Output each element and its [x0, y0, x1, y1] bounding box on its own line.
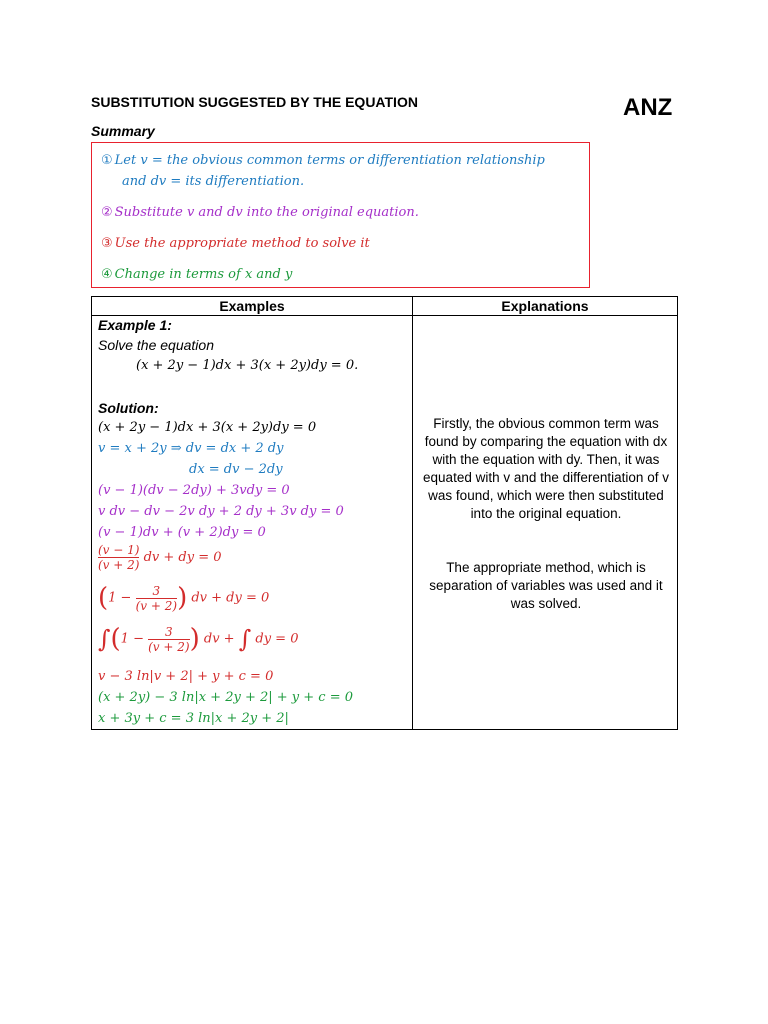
solution-integral-line: ∫(1 − $\frac{3}{(v + 2)}$ ) dv + ∫ dy = 0 — [98, 624, 299, 654]
column-header-examples: Examples — [219, 298, 285, 314]
fraction-2: $\frac{3}{(v + 2)}$ — [135, 583, 178, 613]
step-number-1: ① — [101, 153, 113, 168]
page-title: SUBSTITUTION SUGGESTED BY THE EQUATION — [91, 94, 418, 110]
example-prompt: Solve the equation — [98, 337, 214, 353]
summary-step-4: ④ Change in terms of x and y — [101, 267, 293, 282]
solution-line-1: (x + 2y − 1)dx + 3(x + 2y)dy = 0 — [98, 420, 317, 435]
solution-line-6: (v − 1)dv + (v + 2)dy = 0 — [98, 525, 266, 540]
solution-line-4: (v − 1)(dv − 2dy) + 3vdy = 0 — [98, 483, 290, 498]
solution-heading: Solution: — [98, 400, 159, 416]
step-number-3: ③ — [101, 236, 113, 251]
integral-sign: ∫ — [238, 625, 252, 653]
solution-line-8: (x + 2y) − 3 ln|x + 2y + 2| + y + c = 0 — [98, 690, 353, 705]
summary-step-2: ② Substitute v and dv into the original equation. — [101, 205, 419, 220]
solution-fraction-line-1: $\frac{(v - 1)}{(v + 2)}$ dv + dy = 0 — [98, 543, 222, 572]
summary-step-1-continued: and dv = its differentiation. — [122, 174, 305, 189]
explanation-paragraph-1: Firstly, the obvious common term was found by comparing the equation with dx with the equation with dy. Then, it was equated with v and the differentiation of v was found, which were then substituted into the original equation. — [423, 416, 669, 521]
summary-box — [91, 142, 590, 288]
solution-fraction-line-2: (1 − $\frac{3}{(v + 2)}$ ) dv + dy = 0 — [98, 583, 270, 613]
step-number-2: ② — [101, 205, 113, 220]
example-equation: (x + 2y − 1)dx + 3(x + 2y)dy = 0. — [136, 358, 359, 373]
summary-step-3: ③ Use the appropriate method to solve it — [101, 236, 370, 251]
fraction-3: $\frac{3}{(v + 2)}$ — [148, 624, 190, 654]
summary-step-1: ① Let v = the obvious common terms or differentiation relationship — [101, 153, 545, 168]
column-header-explanations: Explanations — [501, 298, 589, 314]
solution-line-5: v dv − dv − 2v dy + 2 dy + 3v dy = 0 — [98, 504, 344, 519]
table-column-divider — [412, 297, 413, 729]
table-header-divider — [92, 315, 677, 316]
solution-line-7: v − 3 ln|v + 2| + y + c = 0 — [98, 669, 274, 684]
step-number-4: ④ — [101, 267, 113, 282]
solution-line-9: x + 3y + c = 3 ln|x + 2y + 2| — [98, 711, 289, 726]
fraction-1: $\frac{(v - 1)}{(v + 2)}$ — [98, 543, 140, 572]
solution-line-2: v = x + 2y ⇒ dv = dx + 2 dy — [98, 441, 284, 456]
integral-sign: ∫ — [98, 625, 111, 653]
solution-line-3: dx = dv − 2dy — [189, 462, 283, 477]
examples-table — [91, 296, 678, 730]
explanation-paragraph-2: The appropriate method, which is separation of variables was used and it was solved. — [429, 560, 663, 611]
example-heading: Example 1: — [98, 317, 172, 333]
brand-logo-text: ANZ — [623, 94, 673, 121]
summary-heading: Summary — [91, 123, 155, 139]
